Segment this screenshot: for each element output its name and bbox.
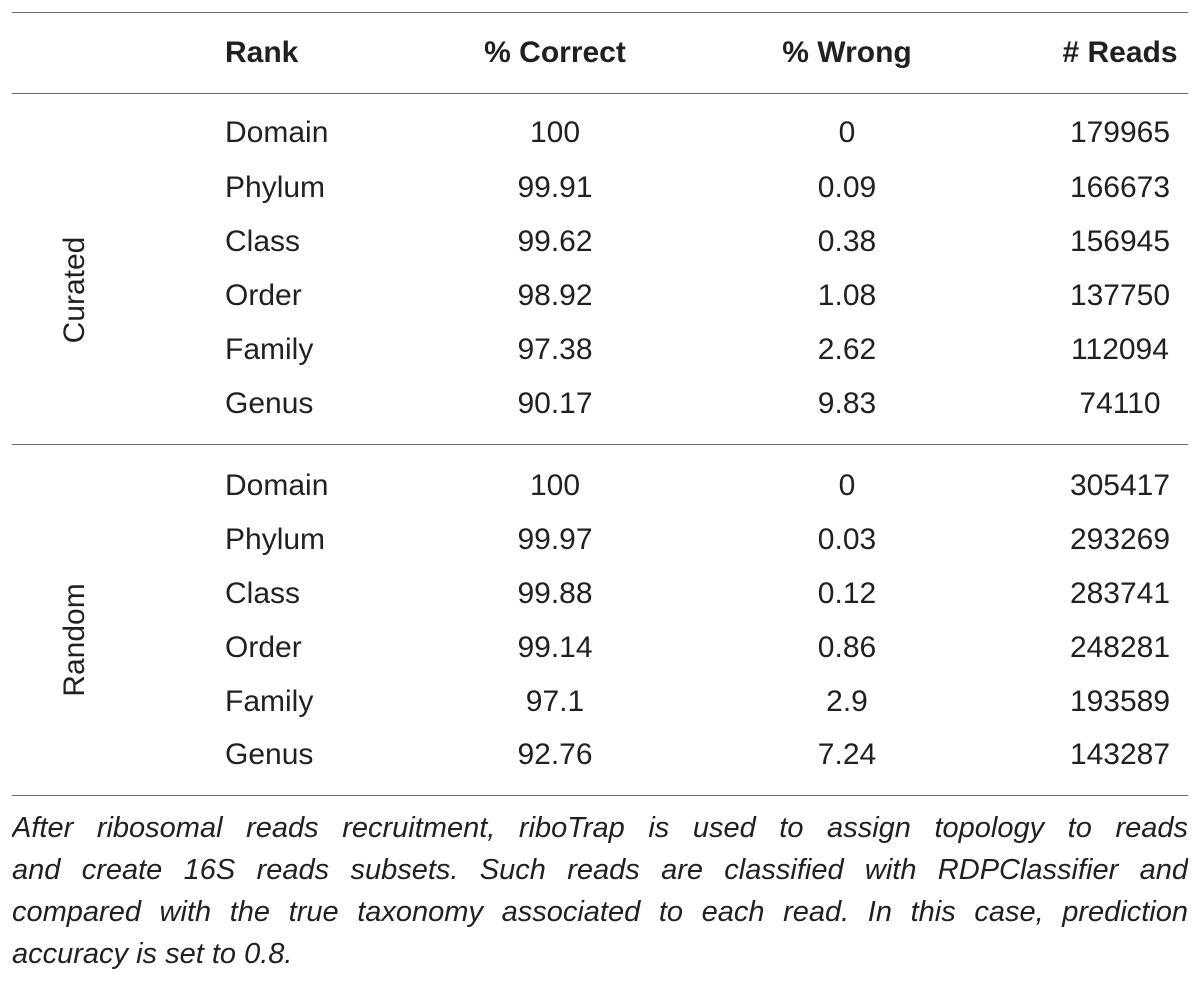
caption-line: After ribosomal reads recruitment, riboTrap is used to assign topology to reads (12, 812, 1188, 844)
reads-count-cell: 143287 (1069, 738, 1171, 771)
caption-line: accuracy is set to 0.8. (12, 938, 293, 970)
table-row (0, 459, 1200, 513)
rank-cell: Family (225, 685, 314, 718)
rank-cell: Class (225, 577, 301, 610)
table-row (0, 323, 1200, 377)
percent-correct-cell: 99.91 (517, 171, 593, 204)
percent-correct-cell: 100 (529, 469, 581, 502)
reads-count-cell: 193589 (1069, 685, 1171, 718)
reads-count-cell: 156945 (1069, 225, 1171, 258)
percent-correct-cell: 90.17 (517, 387, 593, 420)
reads-count-cell: 283741 (1069, 577, 1171, 610)
table-row (0, 161, 1200, 215)
rank-cell: Family (225, 333, 314, 366)
percent-correct-cell: 92.76 (517, 738, 593, 771)
table-row (0, 567, 1200, 621)
percent-wrong-cell: 1.08 (817, 279, 877, 312)
header-reads-count: # Reads (1062, 36, 1178, 69)
percent-correct-cell: 97.38 (517, 333, 593, 366)
percent-wrong-cell: 2.62 (817, 333, 877, 366)
rank-cell: Phylum (225, 523, 326, 556)
percent-wrong-cell: 0 (838, 116, 856, 149)
table-header-rule (12, 93, 1188, 94)
percent-correct-cell: 99.88 (517, 577, 593, 610)
table-row (0, 215, 1200, 269)
table-row (0, 621, 1200, 675)
percent-correct-cell: 99.97 (517, 523, 593, 556)
percent-correct-cell: 100 (529, 116, 581, 149)
rank-cell: Domain (225, 116, 329, 149)
table-row (0, 377, 1200, 431)
table-row (0, 269, 1200, 323)
table-caption (12, 807, 1188, 975)
percent-wrong-cell: 9.83 (817, 387, 877, 420)
percent-correct-cell: 98.92 (517, 279, 593, 312)
table-row (0, 675, 1200, 729)
group-label-curated: Curated (58, 236, 91, 344)
reads-count-cell: 74110 (1079, 387, 1161, 420)
table-row (0, 106, 1200, 160)
percent-wrong-cell: 7.24 (817, 738, 877, 771)
rank-cell: Order (225, 279, 302, 312)
percent-wrong-cell: 0 (838, 469, 856, 502)
reads-count-cell: 137750 (1069, 279, 1171, 312)
rank-cell: Genus (225, 387, 314, 420)
percent-wrong-cell: 0.03 (817, 523, 877, 556)
percent-wrong-cell: 0.12 (817, 577, 877, 610)
rank-cell: Phylum (225, 171, 326, 204)
reads-count-cell: 293269 (1069, 523, 1171, 556)
header-rank: Rank (225, 36, 299, 69)
table-row (0, 728, 1200, 782)
group-label-random: Random (58, 583, 91, 697)
table-header-row (0, 13, 1200, 93)
percent-correct-cell: 99.62 (517, 225, 593, 258)
percent-wrong-cell: 0.86 (817, 631, 877, 664)
rank-cell: Genus (225, 738, 314, 771)
caption-line: and create 16S reads subsets. Such reads are classified with RDPClassifier and (12, 854, 1188, 886)
percent-wrong-cell: 2.9 (826, 685, 868, 718)
reads-count-cell: 112094 (1071, 333, 1169, 366)
header-percent-correct: % Correct (484, 36, 626, 69)
reads-count-cell: 248281 (1069, 631, 1171, 664)
rank-cell: Order (225, 631, 302, 664)
table-bottom-rule (12, 795, 1188, 796)
table-row (0, 513, 1200, 567)
percent-wrong-cell: 0.38 (817, 225, 877, 258)
reads-count-cell: 305417 (1069, 469, 1171, 502)
percent-wrong-cell: 0.09 (817, 171, 877, 204)
percent-correct-cell: 97.1 (525, 685, 585, 718)
rank-cell: Domain (225, 469, 329, 502)
reads-count-cell: 166673 (1069, 171, 1171, 204)
percent-correct-cell: 99.14 (517, 631, 593, 664)
header-percent-wrong: % Wrong (782, 36, 912, 69)
rank-cell: Class (225, 225, 301, 258)
caption-line: compared with the true taxonomy associated to each read. In this case, prediction (12, 896, 1188, 928)
group-separator-rule (12, 444, 1188, 445)
reads-count-cell: 179965 (1069, 116, 1171, 149)
